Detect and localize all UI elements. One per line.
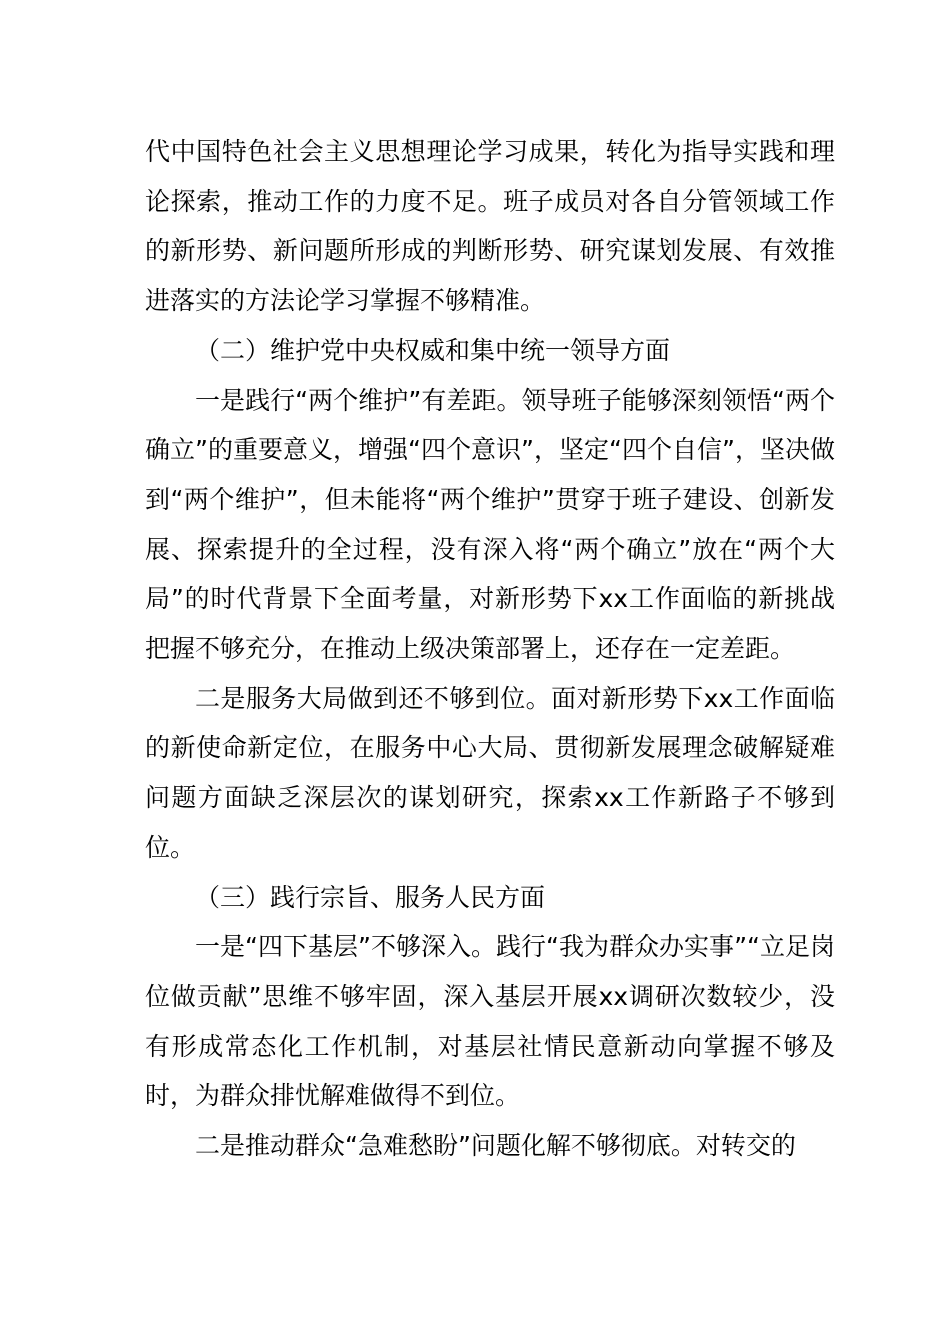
section-heading-2: （二）维护党中央权威和集中统一领导方面 xyxy=(195,335,671,365)
document-body xyxy=(145,127,835,1171)
paragraph: 一是“四下基层”不够深入。践行“我为群众办实事”“立足岗位做贡献”思维不够牢固，深入基层开展xx调研次数较少，没有形成常态化工作机制，对基层社情民意新动向掌握不够及时，为群众排忧解难做得不到位。 xyxy=(145,932,835,1111)
paragraph: 二是推动群众“急难愁盼”问题化解不够彻底。对转交的 xyxy=(195,1131,796,1161)
paragraph: 一是践行“两个维护”有差距。领导班子能够深刻领悟“两个确立”的重要意义，增强“四个意识”，坚定“四个自信”，坚决做到“两个维护”，但未能将“两个维护”贯穿于班子建设、创新发展、探索提升的全过程，没有深入将“两个确立”放在“两个大局”的时代背景下全面考量，对新形势下xx工作面临的新挑战把握不够充分，在推动上级决策部署上，还存在一定差距。 xyxy=(145,385,835,664)
paragraph-continued: 代中国特色社会主义思想理论学习成果，转化为指导实践和理论探索，推动工作的力度不足。班子成员对各自分管领域工作的新形势、新问题所形成的判断形势、研究谋划发展、有效推进落实的方法论学习掌握不够精准。 xyxy=(145,137,835,316)
paragraph: 二是服务大局做到还不够到位。面对新形势下xx工作面临的新使命新定位，在服务中心大局、贯彻新发展理念破解疑难问题方面缺乏深层次的谋划研究，探索xx工作新路子不够到位。 xyxy=(145,683,835,862)
section-heading-3: （三）践行宗旨、服务人民方面 xyxy=(195,882,546,912)
